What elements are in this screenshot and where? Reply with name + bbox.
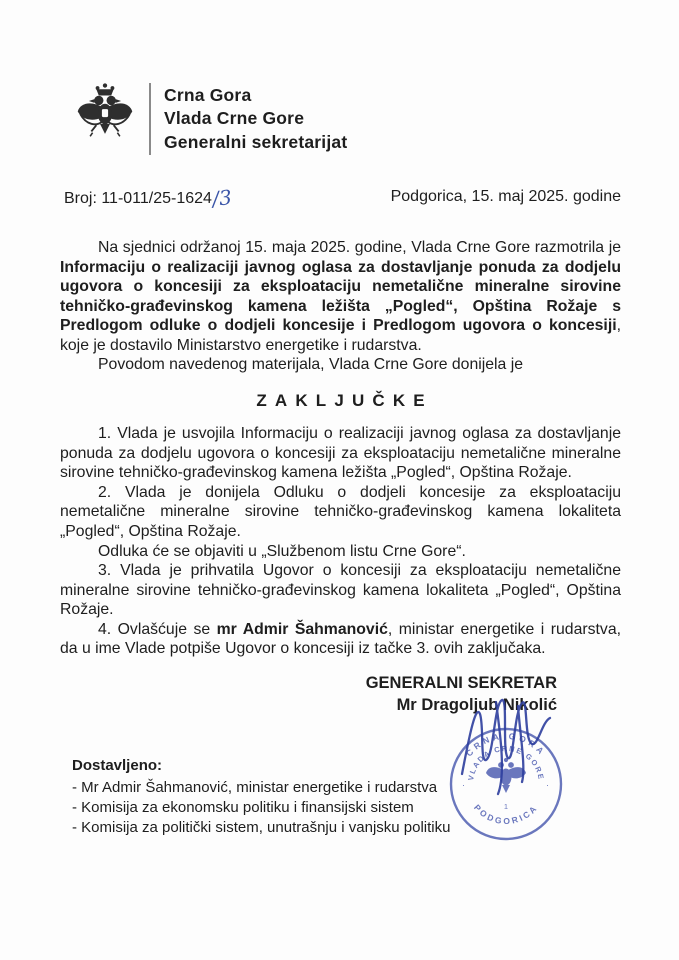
distribution-label: Dostavljeno:	[72, 757, 163, 774]
handwritten-signature	[452, 690, 570, 800]
paragraph-segment: 3. Vlada je prihvatila Ugovor o koncesiji za eksploataciju nemetalične mineralne sirovine tehničko-građevinskog kamena lokaliteta „Pogled“, Opština Rožaje.	[60, 562, 621, 619]
signature-name: Mr Dragoljub Nikolić	[396, 696, 557, 715]
org-line-secretariat: Generalni sekretarijat	[164, 131, 348, 152]
paragraph-segment: Povodom navedenog materijala, Vlada Crne Gore donijela je	[98, 356, 524, 374]
conclusion-paragraphs	[60, 424, 621, 659]
paragraph-bold-segment: Informaciju o realizaciji javnog oglasa za dostavljanje ponuda za dodjelu ugovora o koncesiji za eksploataciju nemetalične mineralne sirovine tehničko-građevinskog kamena ležišta „Pogled“, Opština Rožaje s Predlogom odluke o dodjeli koncesije i Predlogom ugovora o koncesiji	[60, 258, 621, 335]
stamp-arc-bottom: PODGORICA	[472, 802, 540, 827]
reference-number	[64, 184, 233, 211]
paragraph	[60, 561, 621, 620]
paragraph-segment: , koje je dostavilo Ministarstvo energetike i rudarstva.	[60, 317, 621, 354]
document-body	[0, 208, 679, 717]
reference-number-text: Broj: 11-011/25-1624	[64, 190, 212, 207]
paragraph	[60, 620, 621, 659]
distribution-item: - Komisija za ekonomsku politiku i finansijski sistem	[72, 798, 414, 816]
signature-title: GENERALNI SEKRETAR	[365, 674, 557, 693]
org-line-country: Crna Gora	[164, 85, 252, 106]
paragraph-segment: Na sjednici održanoj 15. maja 2025. godine, Vlada Crne Gore razmotrila je	[98, 239, 621, 256]
paragraph	[60, 424, 621, 483]
paragraph-segment: 2. Vlada je donijela Odluku o dodjeli koncesije za eksploataciju nemetalične mineralne sirovine tehničko-građevinskog kamena lokaliteta „Pogled“, Opština Rožaje.	[60, 483, 621, 541]
stamp-arc-top: CRNA GORA	[463, 730, 549, 759]
stamp-dot-left: ·	[462, 780, 465, 790]
stamp-arc-middle: VLADA CRNE GORE	[466, 743, 546, 782]
letterhead-divider	[149, 83, 151, 155]
paragraph-segment: , ministar energetike i rudarstva, da u ime Vlade potpiše Ugovor o koncesiji iz tačke 3. ovih zaključaka.	[60, 620, 621, 658]
distribution-item: - Komisija za politički sistem, unutrašnju i vanjsku politiku	[72, 818, 451, 836]
reference-row	[0, 158, 679, 211]
letterhead-text	[164, 84, 347, 153]
stamp-center-mark: 1	[503, 802, 509, 811]
handwritten-suffix: /3	[210, 185, 233, 211]
paragraph-segment: Odluka će se objaviti u „Službenom listu Crne Gore“.	[98, 542, 466, 560]
stamp-dot-right: ·	[546, 780, 549, 790]
coat-of-arms-icon	[74, 80, 136, 158]
distribution-list	[72, 756, 450, 838]
place-and-date: Podgorica, 15. maj 2025. godine	[390, 188, 621, 205]
paragraph-segment: 1. Vlada je usvojila Informaciju o realizaciji javnog oglasa za dostavljanje ponuda za dodjelu ugovora o koncesiji za eksploataciju nemetalične mineralne sirovine tehničko-građevinskog kamena ležišta „Pogled“, Opština Rožaje.	[60, 425, 621, 482]
paragraph-bold-segment: mr Admir Šahmanović	[216, 620, 388, 638]
intro-paragraphs	[60, 238, 621, 375]
paragraph	[60, 542, 621, 562]
conclusions-heading: ZAKLJUČKE	[256, 391, 433, 411]
paragraph	[60, 483, 621, 542]
paragraph	[60, 238, 621, 355]
letterhead	[0, 0, 679, 158]
distribution-item: - Mr Admir Šahmanović, ministar energetike i rudarstva	[72, 778, 438, 796]
paragraph-segment: 4. Ovlašćuje se	[98, 620, 217, 638]
paragraph	[60, 355, 621, 375]
org-line-government: Vlada Crne Gore	[164, 108, 305, 129]
distribution-items	[72, 778, 450, 838]
